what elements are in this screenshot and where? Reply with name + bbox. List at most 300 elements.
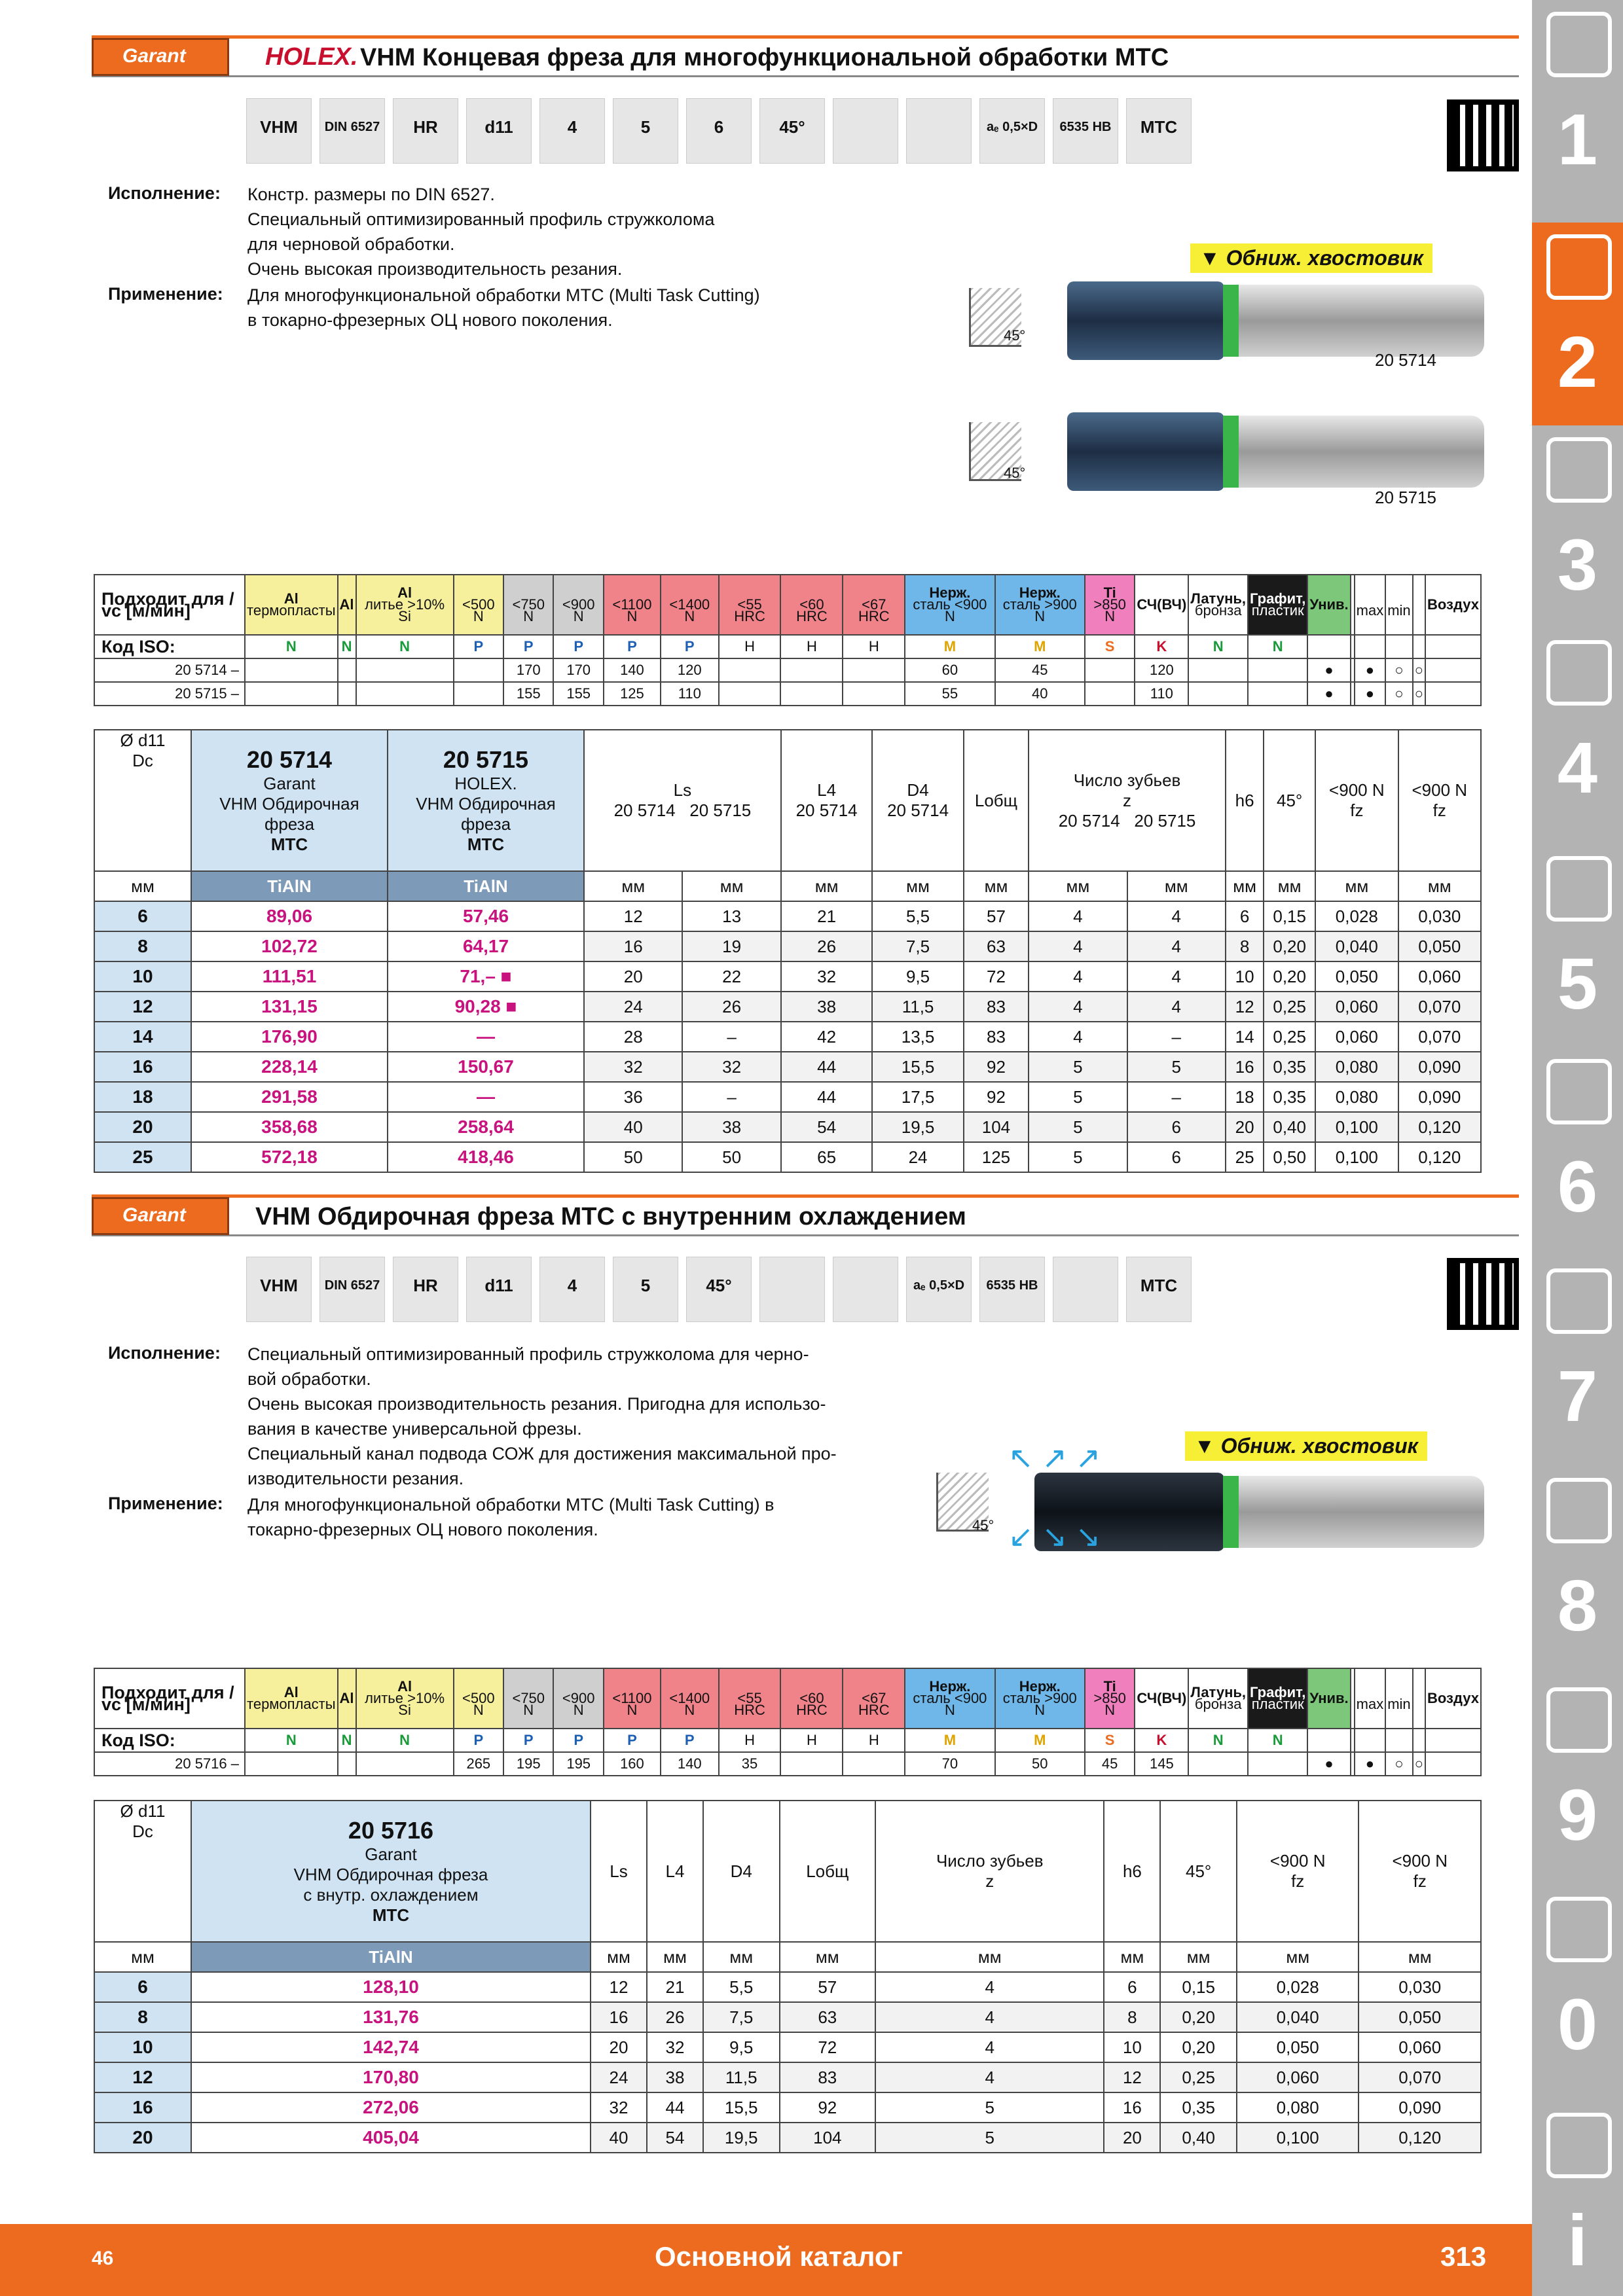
chapter-icon — [1546, 1687, 1612, 1753]
d4-header: D4 20 5714 — [872, 730, 963, 871]
pictogram-icon: 45° — [686, 1257, 752, 1322]
text-line: токарно-фрезерных ОЦ нового поколения. — [247, 1520, 598, 1539]
unit: мм — [1160, 1942, 1237, 1972]
material-col: min — [1385, 1668, 1412, 1729]
cell: 104 — [780, 2123, 876, 2153]
cell: 0,040 — [1237, 2002, 1359, 2032]
cell: 0,35 — [1160, 2092, 1237, 2123]
cell: 0,070 — [1398, 1022, 1481, 1052]
cell: 26 — [647, 2002, 703, 2032]
cell: 6 — [94, 901, 191, 931]
iso-code: M — [905, 1729, 994, 1752]
cell: 18 — [1226, 1082, 1264, 1112]
cell: 6 — [94, 1972, 191, 2002]
material-col: Ti >850 N — [1085, 575, 1135, 635]
text-line: вания в качестве универсальной фрезы. — [247, 1419, 582, 1439]
material-col: <1100 N — [604, 575, 661, 635]
cell: 28 — [584, 1022, 682, 1052]
material-col: Воздух — [1425, 1668, 1481, 1729]
iso-code: H — [843, 1729, 905, 1752]
cutting-speed: 265 — [454, 1752, 503, 1776]
material-col — [1413, 1668, 1425, 1729]
cell: 63 — [964, 931, 1029, 961]
cell: 16 — [94, 2092, 191, 2123]
cell: 11,5 — [872, 992, 963, 1022]
chapter-tab-8[interactable] — [1532, 1466, 1623, 1669]
cell: 5 — [875, 2092, 1104, 2123]
cutting-speed — [356, 1752, 454, 1776]
table-row — [94, 1022, 1481, 1052]
coating: TiAlN — [388, 871, 584, 901]
material-col: Унив. — [1307, 1668, 1350, 1729]
cell: 24 — [584, 992, 682, 1022]
iso-code: P — [503, 635, 553, 658]
cutting-speed — [1248, 1752, 1307, 1776]
cell: 0,20 — [1160, 2032, 1237, 2062]
material-col: <1400 N — [661, 575, 719, 635]
cell: 72 — [964, 961, 1029, 992]
iso-code — [1307, 1729, 1350, 1752]
cell: 8 — [1104, 2002, 1160, 2032]
cutting-speed: 155 — [503, 682, 553, 706]
material-col: Графит, пластик — [1248, 1668, 1307, 1729]
cell: 0,35 — [1264, 1082, 1315, 1112]
cell: 7,5 — [703, 2002, 780, 2032]
cell: 0,050 — [1398, 931, 1481, 961]
chapter-icon — [1546, 2113, 1612, 2178]
iso-code-label: Код ISO: — [94, 635, 245, 658]
material-col: <55 HRC — [719, 575, 781, 635]
cell: 10 — [1226, 961, 1264, 992]
cutting-speed — [454, 682, 503, 706]
material-col: Нерж. сталь >900 N — [995, 575, 1085, 635]
exec-text — [247, 1342, 876, 1491]
chapter-tab-7[interactable] — [1532, 1257, 1623, 1460]
iso-code: P — [661, 1729, 719, 1752]
chapter-number: i — [1567, 2200, 1588, 2281]
cell: 5,5 — [703, 1972, 780, 2002]
pictogram-icon: VHM — [246, 98, 312, 164]
chapter-tab-0[interactable] — [1532, 1885, 1623, 2088]
garant-logo: Garant — [92, 1197, 229, 1235]
diameter-header: Ø d11 Dc — [94, 1801, 191, 1942]
cell: 42 — [781, 1022, 872, 1052]
cell: 5 — [1029, 1142, 1127, 1172]
ltotal-header: Lобщ — [780, 1801, 876, 1942]
coolant-arrows-icon: ↖ ↗ ↗ — [1008, 1441, 1101, 1475]
cell: — — [388, 1022, 584, 1052]
chapter-tab-4[interactable] — [1532, 628, 1623, 831]
callout-reduced-shank: ▼ Обниж. хвостовик — [1190, 243, 1432, 273]
unit: мм — [780, 1942, 876, 1972]
table-row — [94, 2002, 1481, 2032]
material-col: max — [1355, 575, 1386, 635]
iso-code: N — [1248, 1729, 1307, 1752]
appl-label: Применение: — [108, 284, 223, 304]
cell: 4 — [875, 2062, 1104, 2092]
iso-code: K — [1135, 1729, 1188, 1752]
cell: 32 — [682, 1052, 780, 1082]
cell: 16 — [1226, 1052, 1264, 1082]
chapter-tab-1[interactable] — [1532, 0, 1623, 203]
chapter-icon — [1546, 12, 1612, 77]
cutting-speed: 195 — [553, 1752, 603, 1776]
chapter-icon — [1546, 234, 1612, 300]
cell: 4 — [1029, 901, 1127, 931]
text-line: изводительности резания. — [247, 1469, 464, 1488]
chapter-tab-2[interactable] — [1532, 223, 1623, 425]
cell: 18 — [94, 1082, 191, 1112]
cutting-speed — [1425, 1752, 1481, 1776]
cutting-speed: ● — [1355, 1752, 1386, 1776]
cell: 19,5 — [872, 1112, 963, 1142]
cell: 12 — [94, 992, 191, 1022]
material-col: max — [1355, 1668, 1386, 1729]
material-col: <900 N — [553, 1668, 603, 1729]
cutting-speed — [1425, 682, 1481, 706]
garant-logo: Garant — [92, 38, 229, 76]
cutting-speed — [1188, 682, 1248, 706]
cutting-speed: 170 — [503, 658, 553, 682]
table-row — [94, 1082, 1481, 1112]
cell: 0,080 — [1315, 1052, 1398, 1082]
pictogram-icon: 45° — [759, 98, 825, 164]
chapter-icon — [1546, 437, 1612, 503]
cutting-speed: ○ — [1413, 682, 1425, 706]
cell: 0,100 — [1315, 1142, 1398, 1172]
cell: 4 — [1127, 931, 1226, 961]
l4-header: L4 — [647, 1801, 703, 1942]
text-line: вой обработки. — [247, 1369, 371, 1389]
pictogram-icon: 5 — [613, 1257, 678, 1322]
material-col: Al литье >10% Si — [356, 575, 454, 635]
cell: 150,67 — [388, 1052, 584, 1082]
cell: 71,– ■ — [388, 961, 584, 992]
cell: 20 — [94, 1112, 191, 1142]
angle-label: 45° — [972, 1517, 994, 1534]
cell: 14 — [94, 1022, 191, 1052]
chapter-number: 2 — [1557, 322, 1598, 403]
cutting-speed — [338, 682, 356, 706]
iso-code: N — [1188, 635, 1248, 658]
table-row — [94, 961, 1481, 992]
cell: 4 — [1029, 931, 1127, 961]
cell: 12 — [584, 901, 682, 931]
unit: мм — [964, 871, 1029, 901]
suitable-for-header: Подходит для / vc [м/мин] — [94, 575, 245, 635]
cutting-speed — [245, 682, 338, 706]
chamfer-header: 45° — [1160, 1801, 1237, 1942]
cutting-speed: ○ — [1413, 658, 1425, 682]
text-line: в токарно-фрезерных ОЦ нового поколения. — [247, 310, 613, 330]
chapter-tab-3[interactable] — [1532, 425, 1623, 628]
cell: 20 — [94, 2123, 191, 2153]
table-row — [94, 931, 1481, 961]
cell: 272,06 — [191, 2092, 591, 2123]
cutting-speed — [719, 658, 781, 682]
iso-code: P — [553, 635, 603, 658]
cell: 0,080 — [1237, 2092, 1359, 2123]
cell: 10 — [1104, 2032, 1160, 2062]
pictogram-icon: DIN 6527 — [319, 98, 385, 164]
cell: 57 — [964, 901, 1029, 931]
cell: 5 — [1029, 1082, 1127, 1112]
material-col: Нерж. сталь <900 N — [905, 1668, 994, 1729]
text-line: Для многофункциональной обработки MTC (Multi Task Cutting) в — [247, 1495, 775, 1515]
pictogram-icon — [906, 98, 972, 164]
material-col: <67 HRC — [843, 575, 905, 635]
cutting-speed: ● — [1307, 658, 1350, 682]
cutting-speed — [1188, 1752, 1248, 1776]
cell: 38 — [682, 1112, 780, 1142]
cell: 0,20 — [1264, 931, 1315, 961]
iso-code: M — [905, 635, 994, 658]
cell: 0,20 — [1264, 961, 1315, 992]
iso-code — [1385, 1729, 1412, 1752]
unit: мм — [1359, 1942, 1481, 1972]
iso-code: N — [356, 1729, 454, 1752]
material-col: <750 N — [503, 1668, 553, 1729]
cell: 0,100 — [1237, 2123, 1359, 2153]
material-col: <1100 N — [604, 1668, 661, 1729]
cell: 38 — [781, 992, 872, 1022]
cell: 16 — [1104, 2092, 1160, 2123]
cell: 44 — [647, 2092, 703, 2123]
material-col: Нерж. сталь >900 N — [995, 1668, 1085, 1729]
cell: 36 — [584, 1082, 682, 1112]
material-col: <55 HRC — [719, 1668, 781, 1729]
article-col: 20 5716 Garant VHM Обдирочная фреза с внутр. охлаждением MTC — [191, 1801, 591, 1942]
table-row — [94, 1972, 1481, 2002]
cell: 11,5 — [703, 2062, 780, 2092]
page-number-right: 313 — [1440, 2241, 1487, 2272]
cell: 0,070 — [1359, 2062, 1481, 2092]
article-code: 20 5715 – — [94, 682, 245, 706]
qr-code[interactable] — [1447, 99, 1519, 171]
cell: 32 — [781, 961, 872, 992]
iso-code: H — [780, 1729, 843, 1752]
cutting-speed: ○ — [1385, 658, 1412, 682]
callout-reduced-shank: ▼ Обниж. хвостовик — [1185, 1431, 1427, 1461]
cell: 20 — [1104, 2123, 1160, 2153]
cell: 4 — [875, 2002, 1104, 2032]
cell: 228,14 — [191, 1052, 388, 1082]
cell: 16 — [584, 931, 682, 961]
appl-text — [247, 1492, 876, 1542]
cutting-speed: 45 — [995, 658, 1085, 682]
cell: 10 — [94, 961, 191, 992]
pictogram-icon: 4 — [539, 1257, 605, 1322]
cutting-speed — [1425, 658, 1481, 682]
cutting-speed: ● — [1307, 1752, 1350, 1776]
cutting-speed: 195 — [503, 1752, 553, 1776]
iso-code: S — [1085, 635, 1135, 658]
iso-code — [1385, 635, 1412, 658]
iso-code: P — [503, 1729, 553, 1752]
cell: 17,5 — [872, 1082, 963, 1112]
cell: 0,15 — [1264, 901, 1315, 931]
h6-header: h6 — [1226, 730, 1264, 871]
pictogram-icon: 5 — [613, 98, 678, 164]
cell: 25 — [94, 1142, 191, 1172]
cutting-speed: 50 — [995, 1752, 1085, 1776]
iso-code: H — [780, 635, 843, 658]
cell: 104 — [964, 1112, 1029, 1142]
iso-code: M — [995, 635, 1085, 658]
chapter-number: 6 — [1557, 1147, 1598, 1227]
cell: 4 — [1127, 961, 1226, 992]
unit: мм — [872, 871, 963, 901]
cutting-speed: 110 — [1135, 682, 1188, 706]
chapter-tab-6[interactable] — [1532, 1047, 1623, 1250]
cutting-speed: ● — [1307, 682, 1350, 706]
material-col: Al — [338, 1668, 356, 1729]
pictogram-icon — [759, 1257, 825, 1322]
iso-code: N — [245, 1729, 338, 1752]
cutting-speed — [843, 658, 905, 682]
cell: 57 — [780, 1972, 876, 2002]
qr-code[interactable] — [1447, 1258, 1519, 1330]
cell: 0,060 — [1237, 2062, 1359, 2092]
cell: 4 — [1029, 961, 1127, 992]
cutting-speed: 40 — [995, 682, 1085, 706]
table-row — [94, 1112, 1481, 1142]
material-col: <1400 N — [661, 1668, 719, 1729]
unit: мм — [682, 871, 780, 901]
cutting-speed: 170 — [553, 658, 603, 682]
chapter-number: 8 — [1557, 1566, 1598, 1646]
cell: 25 — [1226, 1142, 1264, 1172]
appl-label: Применение: — [108, 1494, 223, 1513]
cell: 40 — [591, 2123, 647, 2153]
iso-code: N — [356, 635, 454, 658]
cell: 12 — [591, 1972, 647, 2002]
text-line: Очень высокая производительность резания. — [247, 259, 623, 279]
cutting-speed: 155 — [553, 682, 603, 706]
cutting-speed: 120 — [1135, 658, 1188, 682]
cell: 21 — [781, 901, 872, 931]
cell: 131,76 — [191, 2002, 591, 2032]
chapter-tab-5[interactable] — [1532, 844, 1623, 1047]
cell: – — [1127, 1082, 1226, 1112]
iso-code: P — [553, 1729, 603, 1752]
material-suitability-table-2 — [94, 1668, 1482, 1776]
cell: 142,74 — [191, 2032, 591, 2062]
cell: 50 — [682, 1142, 780, 1172]
cutting-speed — [780, 682, 843, 706]
cell: 0,15 — [1160, 1972, 1237, 2002]
cutting-speed: ● — [1355, 682, 1386, 706]
cell: 4 — [1127, 901, 1226, 931]
cell: 57,46 — [388, 901, 584, 931]
pictogram-icon: 6 — [686, 98, 752, 164]
cutting-speed — [245, 658, 338, 682]
pictogram-icon — [833, 98, 898, 164]
cell: – — [682, 1022, 780, 1052]
exec-label: Исполнение: — [108, 183, 221, 203]
unit: мм — [1264, 871, 1315, 901]
cell: 12 — [94, 2062, 191, 2092]
table-row — [94, 2092, 1481, 2123]
teeth-header: Число зубьев z — [875, 1801, 1104, 1942]
chamfer-header: 45° — [1264, 730, 1315, 871]
chapter-tab-info[interactable] — [1532, 2101, 1623, 2296]
cutting-speed — [1085, 682, 1135, 706]
cell: 102,72 — [191, 931, 388, 961]
cell: 22 — [682, 961, 780, 992]
pictogram-icon: HR — [393, 98, 458, 164]
cell: — — [388, 1082, 584, 1112]
material-col: Унив. — [1307, 575, 1350, 635]
cell: 0,040 — [1315, 931, 1398, 961]
cutting-speed — [719, 682, 781, 706]
pictogram-icon: HR — [393, 1257, 458, 1322]
cell: 5,5 — [872, 901, 963, 931]
angle-label: 45° — [1004, 465, 1026, 481]
unit: мм — [94, 1942, 191, 1972]
cell: 0,050 — [1315, 961, 1398, 992]
cutting-speed — [245, 1752, 338, 1776]
pictogram-icon: d11 — [466, 1257, 532, 1322]
cell: 405,04 — [191, 2123, 591, 2153]
cell: 12 — [1226, 992, 1264, 1022]
cell: 291,58 — [191, 1082, 388, 1112]
cell: 10 — [94, 2032, 191, 2062]
chapter-icon — [1546, 1059, 1612, 1124]
iso-code: P — [454, 635, 503, 658]
cell: 6 — [1226, 901, 1264, 931]
iso-code: P — [454, 1729, 503, 1752]
cell: 26 — [781, 931, 872, 961]
material-col: <750 N — [503, 575, 553, 635]
cutting-speed — [356, 682, 454, 706]
cell: 6 — [1127, 1142, 1226, 1172]
cell: 65 — [781, 1142, 872, 1172]
unit: мм — [584, 871, 682, 901]
cutting-speed — [338, 658, 356, 682]
pictogram-icon: MTC — [1126, 98, 1192, 164]
material-col: Al — [338, 575, 356, 635]
material-col: Al термопласты — [245, 1668, 338, 1729]
suitable-for-header: Подходит для / vc [м/мин] — [94, 1668, 245, 1729]
cell: 24 — [591, 2062, 647, 2092]
cell: 20 — [584, 961, 682, 992]
unit: мм — [1104, 1942, 1160, 1972]
cell: 0,40 — [1160, 2123, 1237, 2153]
cutting-speed: 140 — [604, 658, 661, 682]
cell: 0,030 — [1359, 1972, 1481, 2002]
cell: 13 — [682, 901, 780, 931]
cutting-speed — [356, 658, 454, 682]
cell: 92 — [780, 2092, 876, 2123]
pictogram-icon: VHM — [246, 1257, 312, 1322]
chapter-tab-9[interactable] — [1532, 1676, 1623, 1878]
cell: 0,35 — [1264, 1052, 1315, 1082]
material-col — [1413, 575, 1425, 635]
material-col: Нерж. сталь <900 N — [905, 575, 994, 635]
ls-header: Ls 20 5714 20 5715 — [584, 730, 781, 871]
pictogram-icon: aₑ 0,5×D — [906, 1257, 972, 1322]
cell: 0,028 — [1315, 901, 1398, 931]
chapter-number: 4 — [1557, 728, 1598, 808]
material-col: Ti >850 N — [1085, 1668, 1135, 1729]
unit: мм — [1315, 871, 1398, 901]
chapter-icon — [1546, 1268, 1612, 1334]
chapter-number: 0 — [1557, 1984, 1598, 2065]
cell: 4 — [1029, 992, 1127, 1022]
pictogram-icon: 6535 HB — [1053, 98, 1118, 164]
cell: 0,25 — [1264, 1022, 1315, 1052]
